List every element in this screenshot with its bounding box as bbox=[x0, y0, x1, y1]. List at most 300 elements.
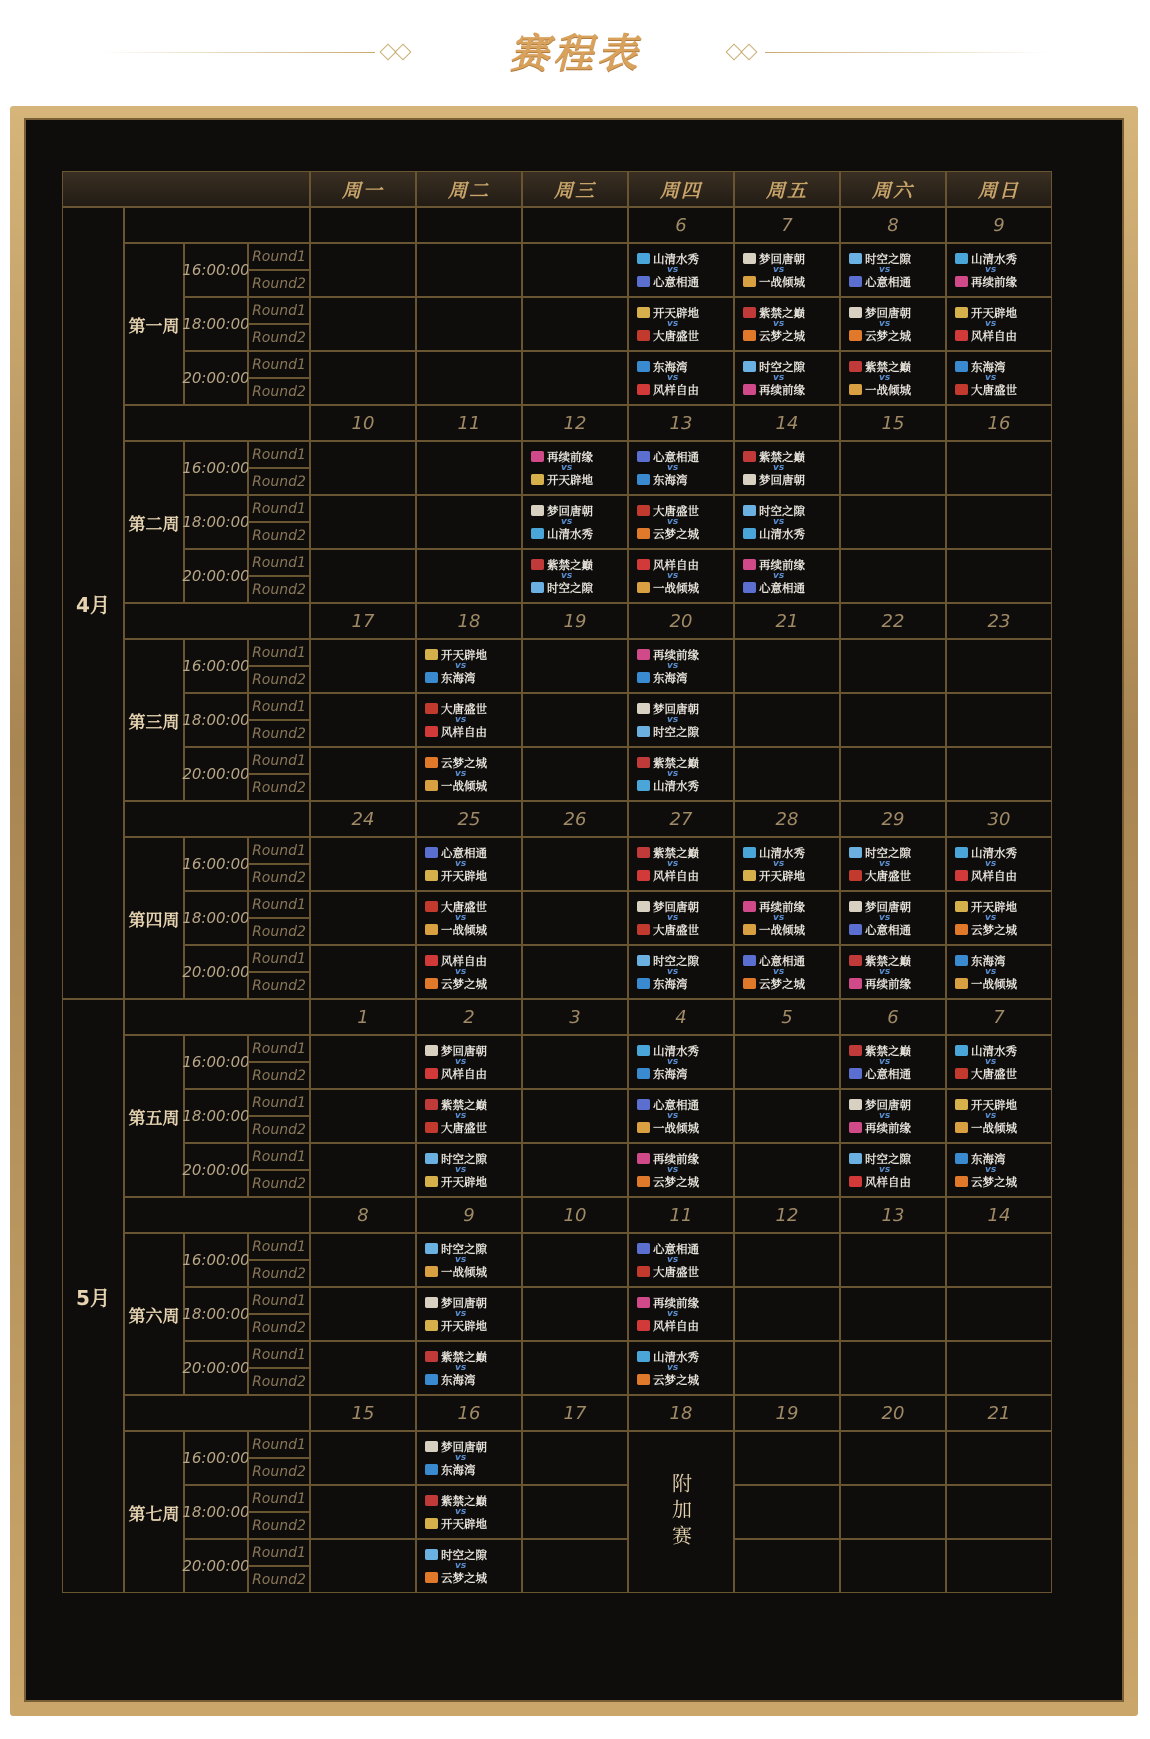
date-cell: 3 bbox=[522, 999, 628, 1035]
match-cell[interactable] bbox=[628, 297, 734, 351]
team-name: 一战倾城 bbox=[759, 274, 805, 289]
team-entry[interactable] bbox=[743, 252, 805, 266]
date-cell: 29 bbox=[840, 801, 946, 837]
team-logo-icon bbox=[955, 1176, 968, 1187]
team-entry[interactable] bbox=[425, 1067, 487, 1081]
match-cell[interactable] bbox=[840, 891, 946, 945]
team-entry[interactable] bbox=[425, 779, 487, 793]
round-label: Round1 bbox=[248, 351, 310, 378]
match-cell[interactable] bbox=[946, 243, 1052, 297]
team-name: 山清水秀 bbox=[759, 526, 805, 541]
vs-label: vs bbox=[667, 372, 679, 383]
empty-cell bbox=[946, 1539, 1052, 1593]
empty-cell bbox=[946, 1341, 1052, 1395]
vs-label: vs bbox=[455, 1110, 467, 1121]
match-cell[interactable] bbox=[628, 693, 734, 747]
team-entry[interactable] bbox=[955, 1121, 1017, 1135]
team-entry[interactable] bbox=[637, 1350, 699, 1364]
date-cell: 18 bbox=[628, 1395, 734, 1431]
team-entry[interactable] bbox=[743, 306, 805, 320]
match-cell[interactable] bbox=[628, 1143, 734, 1197]
team-name: 紫禁之巅 bbox=[759, 449, 805, 464]
date-cell: 8 bbox=[840, 207, 946, 243]
match-cell[interactable] bbox=[416, 837, 522, 891]
team-entry[interactable] bbox=[637, 329, 699, 343]
team-name: 风样自由 bbox=[971, 868, 1017, 883]
team-entry[interactable] bbox=[849, 1121, 911, 1135]
team-entry[interactable] bbox=[743, 900, 805, 914]
team-logo-icon bbox=[637, 582, 650, 593]
match-cell[interactable] bbox=[840, 1035, 946, 1089]
team-entry[interactable] bbox=[637, 1121, 699, 1135]
team-name: 开天辟地 bbox=[441, 647, 487, 662]
empty-cell bbox=[416, 297, 522, 351]
match-cell[interactable] bbox=[840, 1143, 946, 1197]
team-entry[interactable] bbox=[849, 306, 911, 320]
team-entry[interactable] bbox=[743, 383, 805, 397]
team-entry[interactable] bbox=[743, 275, 805, 289]
team-entry[interactable] bbox=[425, 1350, 487, 1364]
team-entry[interactable] bbox=[531, 504, 593, 518]
empty-cell bbox=[310, 1143, 416, 1197]
team-name: 云梦之城 bbox=[653, 1372, 699, 1387]
team-entry[interactable] bbox=[425, 1242, 487, 1256]
match-cell[interactable] bbox=[416, 1233, 522, 1287]
team-entry[interactable] bbox=[743, 846, 805, 860]
team-entry[interactable] bbox=[849, 1098, 911, 1112]
match-cell[interactable] bbox=[840, 837, 946, 891]
team-logo-icon bbox=[955, 307, 968, 318]
team-logo-icon bbox=[637, 361, 650, 372]
match-cell[interactable] bbox=[946, 945, 1052, 999]
match-cell[interactable] bbox=[416, 1485, 522, 1539]
team-entry[interactable] bbox=[637, 671, 688, 685]
team-entry[interactable] bbox=[637, 779, 699, 793]
team-name: 紫禁之巅 bbox=[865, 359, 911, 374]
date-cell: 26 bbox=[522, 801, 628, 837]
round-label: Round2 bbox=[248, 1368, 310, 1395]
match-cell[interactable] bbox=[628, 549, 734, 603]
team-entry[interactable] bbox=[849, 846, 911, 860]
team-name: 山清水秀 bbox=[653, 1043, 699, 1058]
empty-cell bbox=[310, 297, 416, 351]
match-cell[interactable] bbox=[416, 1035, 522, 1089]
team-name: 一战倾城 bbox=[653, 580, 699, 595]
team-entry[interactable] bbox=[637, 1373, 699, 1387]
team-logo-icon bbox=[425, 1099, 438, 1110]
match-cell[interactable] bbox=[416, 1431, 522, 1485]
match-cell[interactable] bbox=[416, 945, 522, 999]
empty-cell bbox=[310, 441, 416, 495]
team-entry[interactable] bbox=[849, 900, 911, 914]
team-logo-icon bbox=[743, 528, 756, 539]
team-entry[interactable] bbox=[425, 1152, 487, 1166]
round-label: Round1 bbox=[248, 1485, 310, 1512]
team-name: 一战倾城 bbox=[971, 1120, 1017, 1135]
match-cell[interactable] bbox=[416, 1539, 522, 1593]
team-entry[interactable] bbox=[637, 473, 688, 487]
team-entry[interactable] bbox=[955, 1044, 1017, 1058]
team-entry[interactable] bbox=[637, 275, 699, 289]
match-cell[interactable] bbox=[416, 1143, 522, 1197]
team-entry[interactable] bbox=[637, 846, 699, 860]
team-entry[interactable] bbox=[743, 504, 805, 518]
team-entry[interactable] bbox=[955, 977, 1017, 991]
team-entry[interactable] bbox=[955, 306, 1017, 320]
team-entry[interactable] bbox=[849, 923, 911, 937]
team-entry[interactable] bbox=[425, 1373, 476, 1387]
match-cell[interactable] bbox=[416, 1089, 522, 1143]
vs-label: vs bbox=[879, 264, 891, 275]
team-entry[interactable] bbox=[743, 360, 805, 374]
team-entry[interactable] bbox=[637, 1152, 699, 1166]
match-cell[interactable] bbox=[628, 945, 734, 999]
match-cell[interactable] bbox=[416, 891, 522, 945]
date-cell: 5 bbox=[734, 999, 840, 1035]
team-name: 风样自由 bbox=[441, 1066, 487, 1081]
match-cell[interactable] bbox=[734, 243, 840, 297]
round-label: Round2 bbox=[248, 1566, 310, 1593]
match-cell[interactable] bbox=[840, 297, 946, 351]
team-entry[interactable] bbox=[955, 923, 1017, 937]
team-entry[interactable] bbox=[637, 252, 699, 266]
team-logo-icon bbox=[955, 1122, 968, 1133]
date-cell: 8 bbox=[310, 1197, 416, 1233]
vs-label: vs bbox=[667, 264, 679, 275]
team-entry[interactable] bbox=[425, 1121, 487, 1135]
team-logo-icon bbox=[425, 1297, 438, 1308]
team-entry[interactable] bbox=[955, 1175, 1017, 1189]
match-cell[interactable] bbox=[734, 549, 840, 603]
match-cell[interactable] bbox=[946, 351, 1052, 405]
match-cell[interactable] bbox=[946, 1143, 1052, 1197]
team-entry[interactable] bbox=[743, 473, 805, 487]
vs-label: vs bbox=[667, 912, 679, 923]
team-entry[interactable] bbox=[637, 1044, 699, 1058]
empty-cell bbox=[734, 1089, 840, 1143]
match-cell[interactable] bbox=[840, 945, 946, 999]
match-cell[interactable] bbox=[416, 639, 522, 693]
match-cell[interactable] bbox=[734, 297, 840, 351]
team-entry[interactable] bbox=[637, 1175, 699, 1189]
team-entry[interactable] bbox=[743, 869, 805, 883]
team-name: 大唐盛世 bbox=[971, 382, 1017, 397]
team-entry[interactable] bbox=[955, 954, 1006, 968]
team-entry[interactable] bbox=[425, 671, 476, 685]
vs-label: vs bbox=[667, 318, 679, 329]
match-cell[interactable] bbox=[946, 297, 1052, 351]
match-cell[interactable] bbox=[628, 747, 734, 801]
team-entry[interactable] bbox=[531, 450, 593, 464]
team-entry[interactable] bbox=[637, 360, 688, 374]
team-entry[interactable] bbox=[743, 581, 805, 595]
team-entry[interactable] bbox=[425, 977, 487, 991]
team-entry[interactable] bbox=[849, 329, 911, 343]
team-entry[interactable] bbox=[637, 504, 699, 518]
team-logo-icon bbox=[849, 276, 862, 287]
team-entry[interactable] bbox=[425, 1440, 487, 1454]
team-entry[interactable] bbox=[637, 527, 699, 541]
match-cell[interactable] bbox=[628, 1089, 734, 1143]
empty-cell bbox=[734, 639, 840, 693]
team-name: 一战倾城 bbox=[759, 922, 805, 937]
team-entry[interactable] bbox=[531, 581, 593, 595]
team-entry[interactable] bbox=[637, 725, 699, 739]
match-cell[interactable] bbox=[628, 441, 734, 495]
match-cell[interactable] bbox=[734, 945, 840, 999]
vs-label: vs bbox=[879, 1110, 891, 1121]
team-name: 山清水秀 bbox=[971, 1043, 1017, 1058]
team-entry[interactable] bbox=[637, 1067, 688, 1081]
team-entry[interactable] bbox=[425, 1517, 487, 1531]
team-entry[interactable] bbox=[849, 252, 911, 266]
team-logo-icon bbox=[425, 1441, 438, 1452]
team-entry[interactable] bbox=[425, 1319, 487, 1333]
team-name: 一战倾城 bbox=[653, 1120, 699, 1135]
team-entry[interactable] bbox=[955, 252, 1017, 266]
match-cell[interactable] bbox=[946, 1035, 1052, 1089]
match-cell[interactable] bbox=[734, 837, 840, 891]
match-cell[interactable] bbox=[628, 837, 734, 891]
empty-cell bbox=[840, 495, 946, 549]
team-entry[interactable] bbox=[849, 869, 911, 883]
team-entry[interactable] bbox=[849, 1152, 911, 1166]
vs-label: vs bbox=[773, 858, 785, 869]
team-entry[interactable] bbox=[425, 1098, 487, 1112]
match-cell[interactable] bbox=[522, 549, 628, 603]
date-cell: 20 bbox=[628, 603, 734, 639]
match-cell[interactable] bbox=[416, 1287, 522, 1341]
round-label: Round2 bbox=[248, 918, 310, 945]
team-entry[interactable] bbox=[849, 1067, 911, 1081]
empty-cell bbox=[522, 1287, 628, 1341]
team-entry[interactable] bbox=[955, 329, 1017, 343]
team-entry[interactable] bbox=[955, 1152, 1006, 1166]
team-entry[interactable] bbox=[425, 1571, 487, 1585]
empty-cell bbox=[310, 1539, 416, 1593]
team-entry[interactable] bbox=[425, 702, 487, 716]
empty-cell bbox=[416, 441, 522, 495]
team-logo-icon bbox=[637, 703, 650, 714]
match-cell[interactable] bbox=[840, 1089, 946, 1143]
team-entry[interactable] bbox=[955, 900, 1017, 914]
team-name: 开天辟地 bbox=[441, 1516, 487, 1531]
match-cell[interactable] bbox=[734, 441, 840, 495]
team-entry[interactable] bbox=[425, 1494, 487, 1508]
team-entry[interactable] bbox=[425, 846, 487, 860]
team-entry[interactable] bbox=[637, 558, 699, 572]
time-slot: 16:00:00 bbox=[184, 441, 248, 495]
team-entry[interactable] bbox=[637, 923, 699, 937]
team-entry[interactable] bbox=[955, 360, 1006, 374]
team-entry[interactable] bbox=[955, 846, 1017, 860]
match-cell[interactable] bbox=[946, 1089, 1052, 1143]
team-entry[interactable] bbox=[425, 1463, 476, 1477]
team-logo-icon bbox=[955, 847, 968, 858]
team-entry[interactable] bbox=[743, 527, 805, 541]
team-logo-icon bbox=[637, 1122, 650, 1133]
team-entry[interactable] bbox=[637, 900, 699, 914]
team-entry[interactable] bbox=[955, 1098, 1017, 1112]
match-cell[interactable] bbox=[628, 1035, 734, 1089]
team-entry[interactable] bbox=[425, 1175, 487, 1189]
team-name: 再续前缘 bbox=[759, 382, 805, 397]
date-cell: 25 bbox=[416, 801, 522, 837]
team-entry[interactable] bbox=[637, 383, 699, 397]
empty-cell bbox=[840, 747, 946, 801]
team-name: 心意相通 bbox=[865, 922, 911, 937]
team-logo-icon bbox=[743, 924, 756, 935]
team-entry[interactable] bbox=[425, 954, 487, 968]
vs-label: vs bbox=[455, 714, 467, 725]
team-entry[interactable] bbox=[637, 1265, 699, 1279]
team-entry[interactable] bbox=[637, 581, 699, 595]
team-entry[interactable] bbox=[743, 450, 805, 464]
vs-label: vs bbox=[985, 1164, 997, 1175]
team-logo-icon bbox=[425, 978, 438, 989]
team-entry[interactable] bbox=[531, 558, 593, 572]
match-cell[interactable] bbox=[734, 891, 840, 945]
team-entry[interactable] bbox=[425, 756, 487, 770]
round-label: Round1 bbox=[248, 945, 310, 972]
team-name: 大唐盛世 bbox=[653, 328, 699, 343]
team-entry[interactable] bbox=[425, 1548, 487, 1562]
team-entry[interactable] bbox=[637, 954, 699, 968]
week-label: 第三周 bbox=[124, 639, 184, 801]
match-cell[interactable] bbox=[628, 243, 734, 297]
team-entry[interactable] bbox=[637, 450, 699, 464]
team-entry[interactable] bbox=[849, 1175, 911, 1189]
team-entry[interactable] bbox=[849, 360, 911, 374]
team-entry[interactable] bbox=[743, 923, 805, 937]
team-logo-icon bbox=[637, 1374, 650, 1385]
team-logo-icon bbox=[425, 703, 438, 714]
team-logo-icon bbox=[955, 1045, 968, 1056]
vs-label: vs bbox=[985, 1110, 997, 1121]
team-logo-icon bbox=[425, 1518, 438, 1529]
date-cell: 4 bbox=[628, 999, 734, 1035]
match-cell[interactable] bbox=[416, 693, 522, 747]
team-entry[interactable] bbox=[637, 306, 699, 320]
team-name: 云梦之城 bbox=[653, 1174, 699, 1189]
team-entry[interactable] bbox=[425, 725, 487, 739]
vs-label: vs bbox=[667, 768, 679, 779]
team-entry[interactable] bbox=[743, 954, 805, 968]
team-entry[interactable] bbox=[955, 275, 1017, 289]
team-entry[interactable] bbox=[425, 648, 487, 662]
match-cell[interactable] bbox=[734, 351, 840, 405]
match-cell[interactable] bbox=[840, 243, 946, 297]
match-cell[interactable] bbox=[416, 747, 522, 801]
match-cell[interactable] bbox=[946, 837, 1052, 891]
team-entry[interactable] bbox=[849, 954, 911, 968]
match-cell[interactable] bbox=[628, 891, 734, 945]
team-entry[interactable] bbox=[637, 756, 699, 770]
team-entry[interactable] bbox=[637, 1319, 699, 1333]
team-entry[interactable] bbox=[425, 900, 487, 914]
team-entry[interactable] bbox=[743, 977, 805, 991]
team-name: 时空之隙 bbox=[441, 1241, 487, 1256]
team-entry[interactable] bbox=[849, 383, 911, 397]
match-cell[interactable] bbox=[628, 351, 734, 405]
team-entry[interactable] bbox=[955, 383, 1017, 397]
match-cell[interactable] bbox=[628, 1287, 734, 1341]
team-entry[interactable] bbox=[637, 1242, 699, 1256]
match-cell[interactable] bbox=[628, 1341, 734, 1395]
team-logo-icon bbox=[637, 901, 650, 912]
match-cell[interactable] bbox=[522, 495, 628, 549]
match-cell[interactable] bbox=[628, 495, 734, 549]
team-entry[interactable] bbox=[637, 702, 699, 716]
team-entry[interactable] bbox=[743, 558, 805, 572]
team-entry[interactable] bbox=[849, 977, 911, 991]
team-logo-icon bbox=[425, 1549, 438, 1560]
team-logo-icon bbox=[425, 1266, 438, 1277]
match-cell[interactable] bbox=[522, 441, 628, 495]
date-row-spacer bbox=[124, 207, 310, 243]
team-entry[interactable] bbox=[425, 1296, 487, 1310]
team-entry[interactable] bbox=[425, 869, 487, 883]
team-name: 东海湾 bbox=[653, 472, 688, 487]
team-entry[interactable] bbox=[955, 869, 1017, 883]
empty-cell bbox=[310, 891, 416, 945]
match-cell[interactable] bbox=[416, 1341, 522, 1395]
team-name: 云梦之城 bbox=[441, 755, 487, 770]
team-entry[interactable] bbox=[849, 275, 911, 289]
team-logo-icon bbox=[955, 924, 968, 935]
round-label: Round2 bbox=[248, 378, 310, 405]
empty-cell bbox=[416, 495, 522, 549]
team-entry[interactable] bbox=[531, 527, 593, 541]
team-logo-icon bbox=[955, 955, 968, 966]
team-entry[interactable] bbox=[637, 977, 688, 991]
match-cell[interactable] bbox=[946, 891, 1052, 945]
team-entry[interactable] bbox=[955, 1067, 1017, 1081]
team-logo-icon bbox=[531, 474, 544, 485]
date-row-spacer bbox=[124, 603, 310, 639]
team-entry[interactable] bbox=[743, 329, 805, 343]
match-cell[interactable] bbox=[734, 495, 840, 549]
match-cell[interactable] bbox=[628, 1233, 734, 1287]
team-name: 紫禁之巅 bbox=[441, 1349, 487, 1364]
vs-label: vs bbox=[561, 462, 573, 473]
empty-cell bbox=[522, 693, 628, 747]
team-entry[interactable] bbox=[425, 1044, 487, 1058]
team-name: 山清水秀 bbox=[653, 1349, 699, 1364]
time-slot: 18:00:00 bbox=[184, 495, 248, 549]
match-cell[interactable] bbox=[628, 639, 734, 693]
team-entry[interactable] bbox=[425, 923, 487, 937]
match-cell[interactable] bbox=[840, 351, 946, 405]
empty-cell bbox=[946, 1431, 1052, 1485]
team-entry[interactable] bbox=[425, 1265, 487, 1279]
team-entry[interactable] bbox=[637, 648, 699, 662]
extra-match-cell: 附加赛 bbox=[628, 1431, 734, 1593]
team-entry[interactable] bbox=[531, 473, 593, 487]
team-entry[interactable] bbox=[637, 869, 699, 883]
team-entry[interactable] bbox=[637, 1098, 699, 1112]
time-slot: 20:00:00 bbox=[184, 1539, 248, 1593]
date-cell: 1 bbox=[310, 999, 416, 1035]
team-name: 时空之隙 bbox=[865, 845, 911, 860]
team-entry[interactable] bbox=[849, 1044, 911, 1058]
weekday-header: 周二 bbox=[416, 171, 522, 207]
round-label: Round1 bbox=[248, 1431, 310, 1458]
week-label: 第七周 bbox=[124, 1431, 184, 1593]
team-name: 开天辟地 bbox=[971, 305, 1017, 320]
date-cell: 7 bbox=[946, 999, 1052, 1035]
team-entry[interactable] bbox=[637, 1296, 699, 1310]
